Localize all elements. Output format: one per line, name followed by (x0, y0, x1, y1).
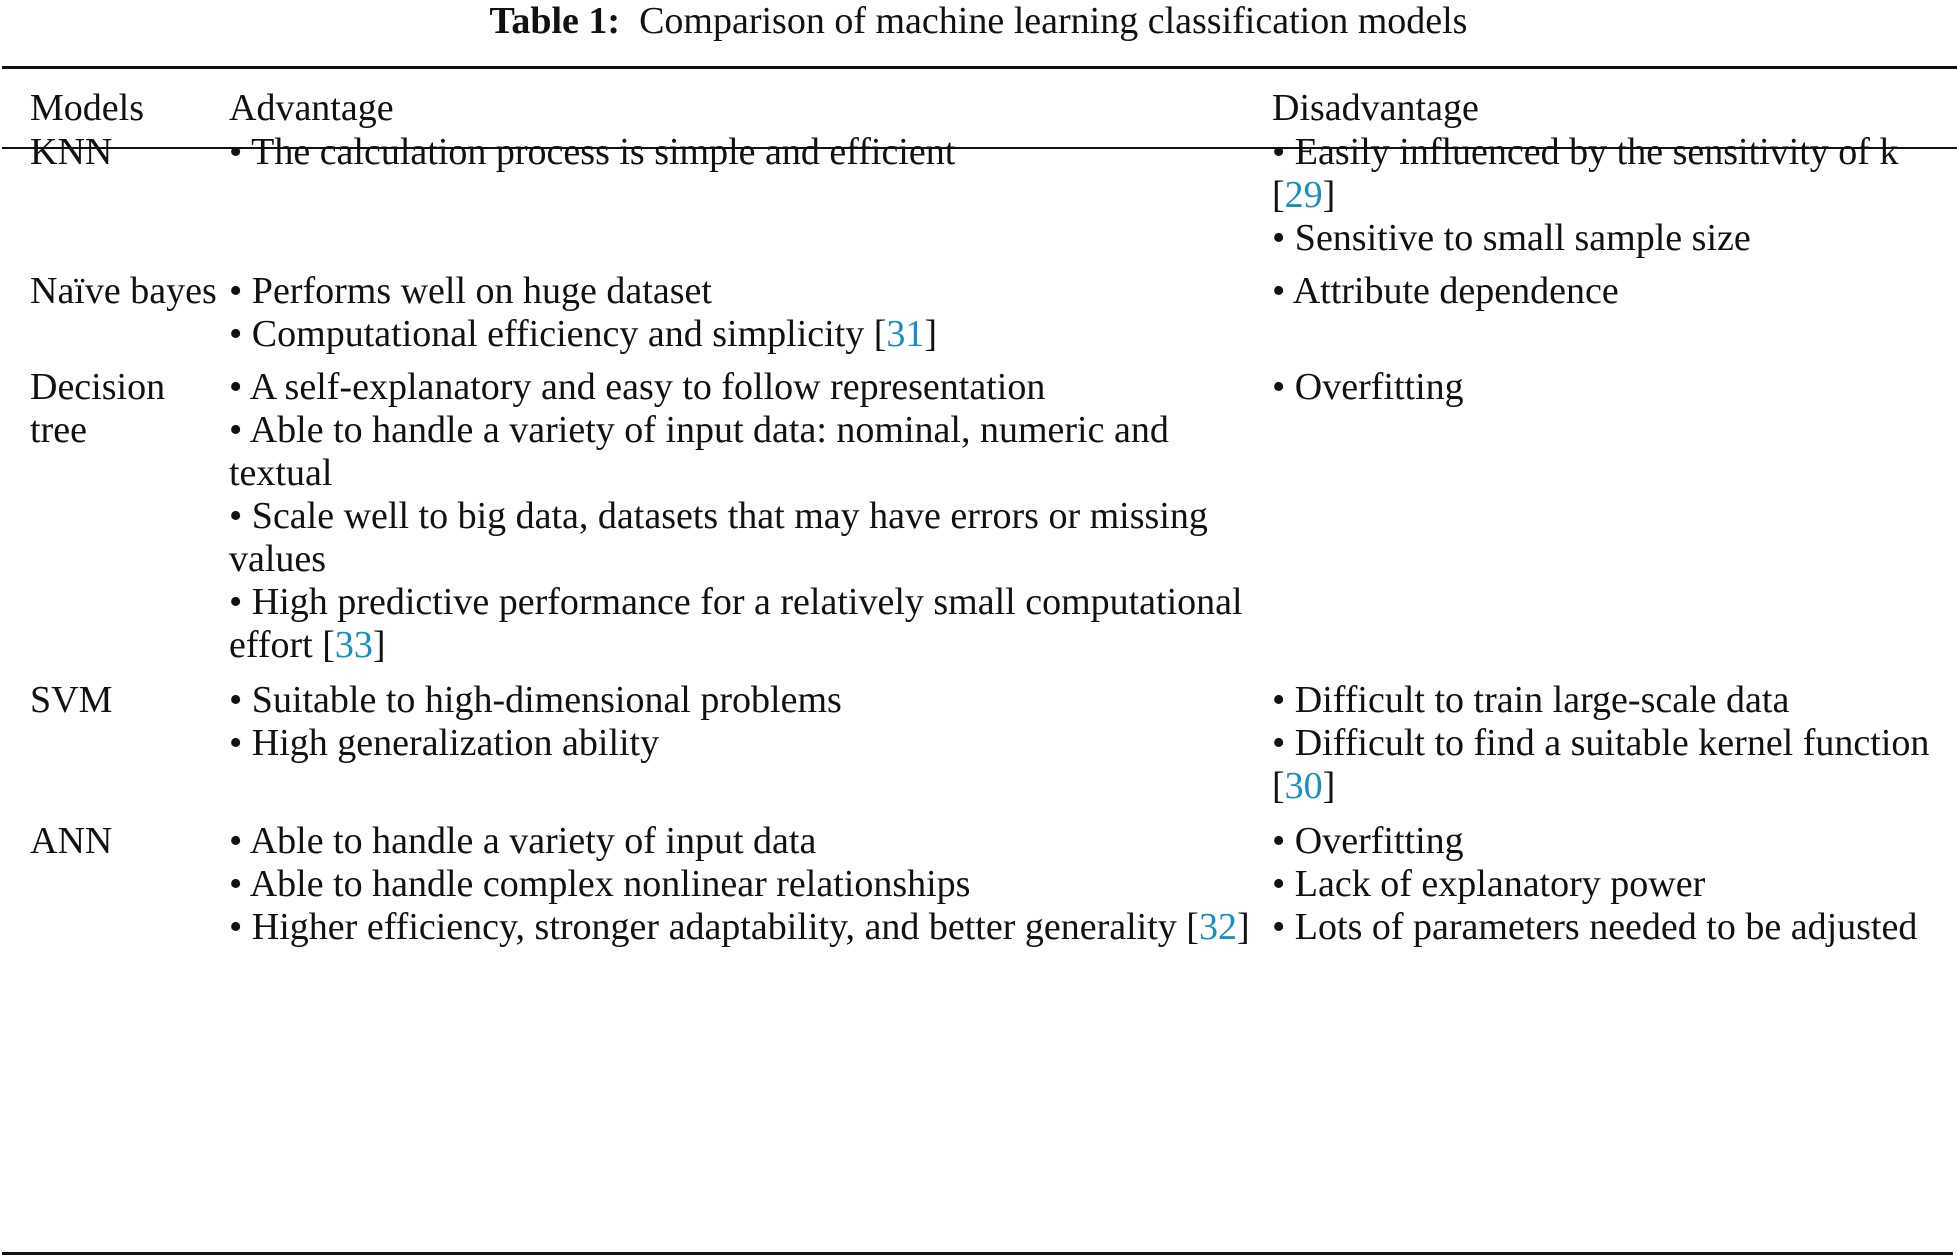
bullet-item (1272, 270, 1952, 313)
advantage-cell (229, 820, 1259, 949)
bullet-text: • Lots of parameters needed to be adjusted (1272, 906, 1918, 948)
citation-open-bracket: [ (873, 313, 887, 355)
bullet-item (1272, 679, 1952, 722)
bullet-text: • Difficult to train large-scale data (1272, 679, 1790, 721)
header-advantage: Advantage (229, 87, 394, 129)
citation-link[interactable]: 30 (1284, 765, 1323, 807)
bullet-item (1272, 820, 1952, 863)
caption-text: Comparison of machine learning classification models (639, 0, 1468, 42)
bullet-text: • Scale well to big data, datasets that may have errors or missing values (229, 495, 1208, 580)
bullet-item (229, 581, 1259, 667)
advantage-cell (229, 131, 1259, 174)
bullet-item (229, 131, 1259, 174)
bullet-text: • Able to handle complex nonlinear relationships (229, 863, 971, 905)
bullet-text: • Sensitive to small sample size (1272, 217, 1751, 259)
model-name-cell: SVM (30, 679, 113, 721)
bullet-text: • Easily influenced by the sensitivity of k (1272, 131, 1899, 173)
bullet-item (229, 409, 1259, 495)
bullet-text: • Able to handle a variety of input data (229, 820, 817, 862)
disadvantage-cell (1272, 270, 1952, 313)
bullet-item (1272, 131, 1952, 217)
bullet-text: • The calculation process is simple and efficient (229, 131, 956, 173)
citation-link[interactable]: 29 (1284, 174, 1323, 216)
bullet-text: • Performs well on huge dataset (229, 270, 712, 312)
bullet-item (229, 366, 1259, 409)
bullet-item (229, 313, 1259, 356)
bullet-item (229, 495, 1259, 581)
bullet-text: • Overfitting (1272, 820, 1464, 862)
table-caption (0, 0, 1957, 43)
bullet-text: • Suitable to high-dimensional problems (229, 679, 842, 721)
bullet-item (229, 270, 1259, 313)
citation-open-bracket: [ (322, 624, 335, 666)
citation-close-bracket: ] (1322, 765, 1336, 807)
bottom-rule (2, 1252, 1953, 1255)
bullet-text: • Difficult to find a suitable kernel function (1272, 722, 1930, 764)
header-disadvantage: Disadvantage (1272, 87, 1479, 129)
citation-open-bracket: [ (1186, 906, 1199, 948)
bullet-item (1272, 217, 1952, 260)
advantage-cell (229, 679, 1259, 765)
advantage-cell (229, 366, 1259, 667)
citation-open-bracket: [ (1272, 765, 1285, 807)
header-models: Models (30, 87, 144, 129)
model-name-cell: Decision tree (30, 366, 166, 451)
bullet-text: • High generalization ability (229, 722, 660, 764)
model-name-cell: KNN (30, 131, 113, 173)
disadvantage-cell (1272, 131, 1952, 260)
citation-close-bracket: ] (1322, 174, 1336, 216)
citation-link[interactable]: 31 (886, 313, 925, 355)
bullet-item (229, 906, 1259, 949)
bullet-text: • Computational efficiency and simplicity (229, 313, 874, 355)
bullet-text: • High predictive performance for a relatively small computational effort (229, 581, 1243, 666)
disadvantage-cell (1272, 366, 1952, 409)
model-name-cell: Naïve bayes (30, 270, 217, 312)
citation-close-bracket: ] (1236, 906, 1250, 948)
bullet-text: • Lack of explanatory power (1272, 863, 1706, 905)
bullet-text: • A self-explanatory and easy to follow representation (229, 366, 1046, 408)
model-name-cell: ANN (30, 820, 113, 862)
bullet-text: • Overfitting (1272, 366, 1464, 408)
caption-label: Table 1: (489, 0, 621, 42)
citation-open-bracket: [ (1272, 174, 1285, 216)
bullet-item (229, 820, 1259, 863)
bullet-item (1272, 863, 1952, 906)
citation-link[interactable]: 33 (334, 624, 373, 666)
bullet-item (1272, 906, 1952, 949)
citation-link[interactable]: 32 (1198, 906, 1237, 948)
advantage-cell (229, 270, 1259, 356)
bullet-text: • Higher efficiency, stronger adaptability, and better generality (229, 906, 1187, 948)
bullet-item (1272, 366, 1952, 409)
citation-close-bracket: ] (372, 624, 386, 666)
bullet-item (229, 679, 1259, 722)
disadvantage-cell (1272, 820, 1952, 949)
bullet-text: • Able to handle a variety of input data: nominal, numeric and textual (229, 409, 1169, 494)
bullet-item (229, 722, 1259, 765)
bullet-item (1272, 722, 1952, 808)
bullet-item (229, 863, 1259, 906)
top-rule (2, 66, 1957, 69)
citation-close-bracket: ] (924, 313, 938, 355)
bullet-text: • Attribute dependence (1272, 270, 1619, 312)
disadvantage-cell (1272, 679, 1952, 808)
